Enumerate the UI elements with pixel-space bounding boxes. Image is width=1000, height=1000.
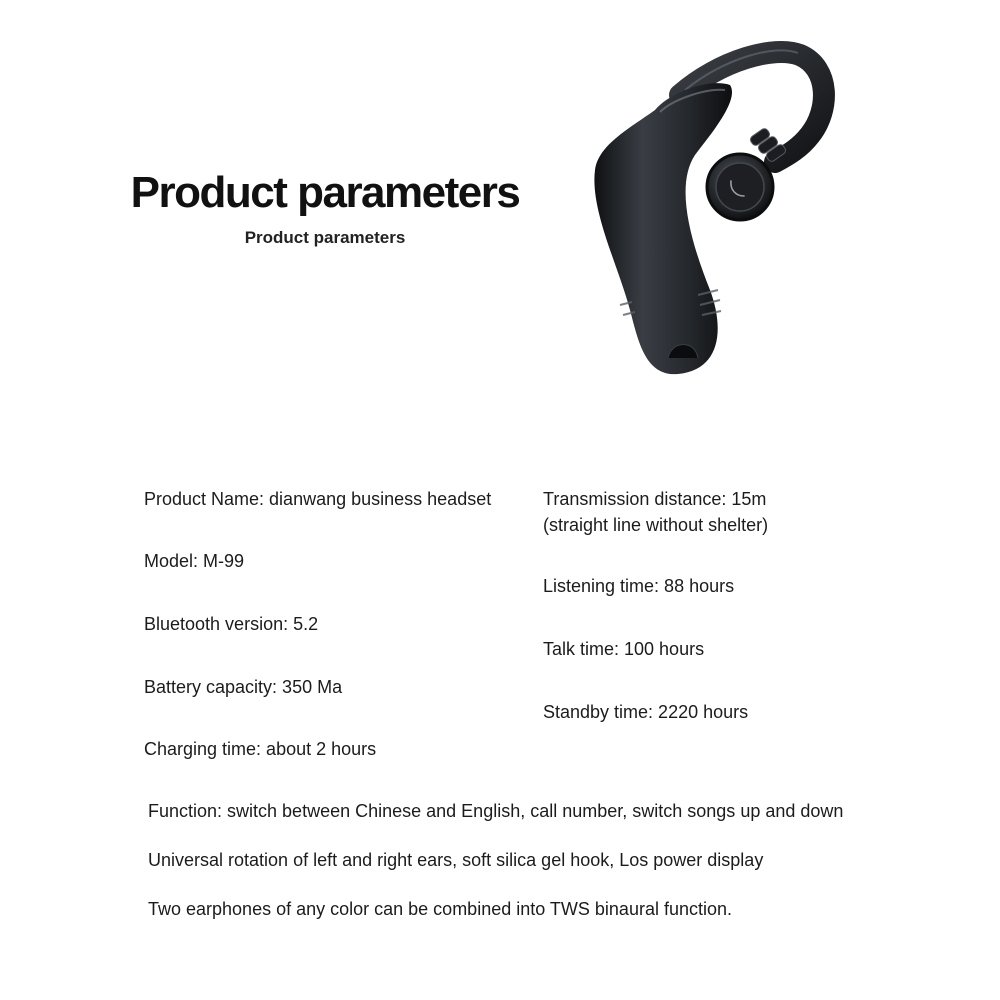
spec-charging-time: Charging time: about 2 hours: [144, 739, 377, 759]
page-title: Product parameters: [130, 168, 520, 217]
page-subtitle: Product parameters: [244, 228, 406, 247]
function-line: Function: switch between Chinese and English, call number, switch songs up and down: [148, 801, 844, 821]
function-line: Two earphones of any color can be combined into TWS binaural function.: [148, 899, 733, 919]
spec-battery-capacity: Battery capacity: 350 Ma: [144, 677, 343, 697]
earpiece-body: [594, 83, 732, 374]
spec-bluetooth-version: Bluetooth version: 5.2: [144, 614, 319, 634]
spec-transmission-line1: Transmission distance: 15m: [543, 489, 767, 509]
spec-product-name: Product Name: dianwang business headset: [144, 489, 492, 509]
spec-talk-time: Talk time: 100 hours: [543, 639, 705, 659]
spec-listening-time: Listening time: 88 hours: [543, 576, 735, 596]
spec-model: Model: M-99: [144, 551, 245, 571]
bluetooth-earpiece-image: [560, 40, 860, 385]
spec-transmission-line2: (straight line without shelter): [543, 515, 769, 535]
function-line: Universal rotation of left and right ears, soft silica gel hook, Los power display: [148, 850, 764, 870]
spec-transmission-distance: [543, 486, 768, 538]
spec-standby-time: Standby time: 2220 hours: [543, 702, 749, 722]
